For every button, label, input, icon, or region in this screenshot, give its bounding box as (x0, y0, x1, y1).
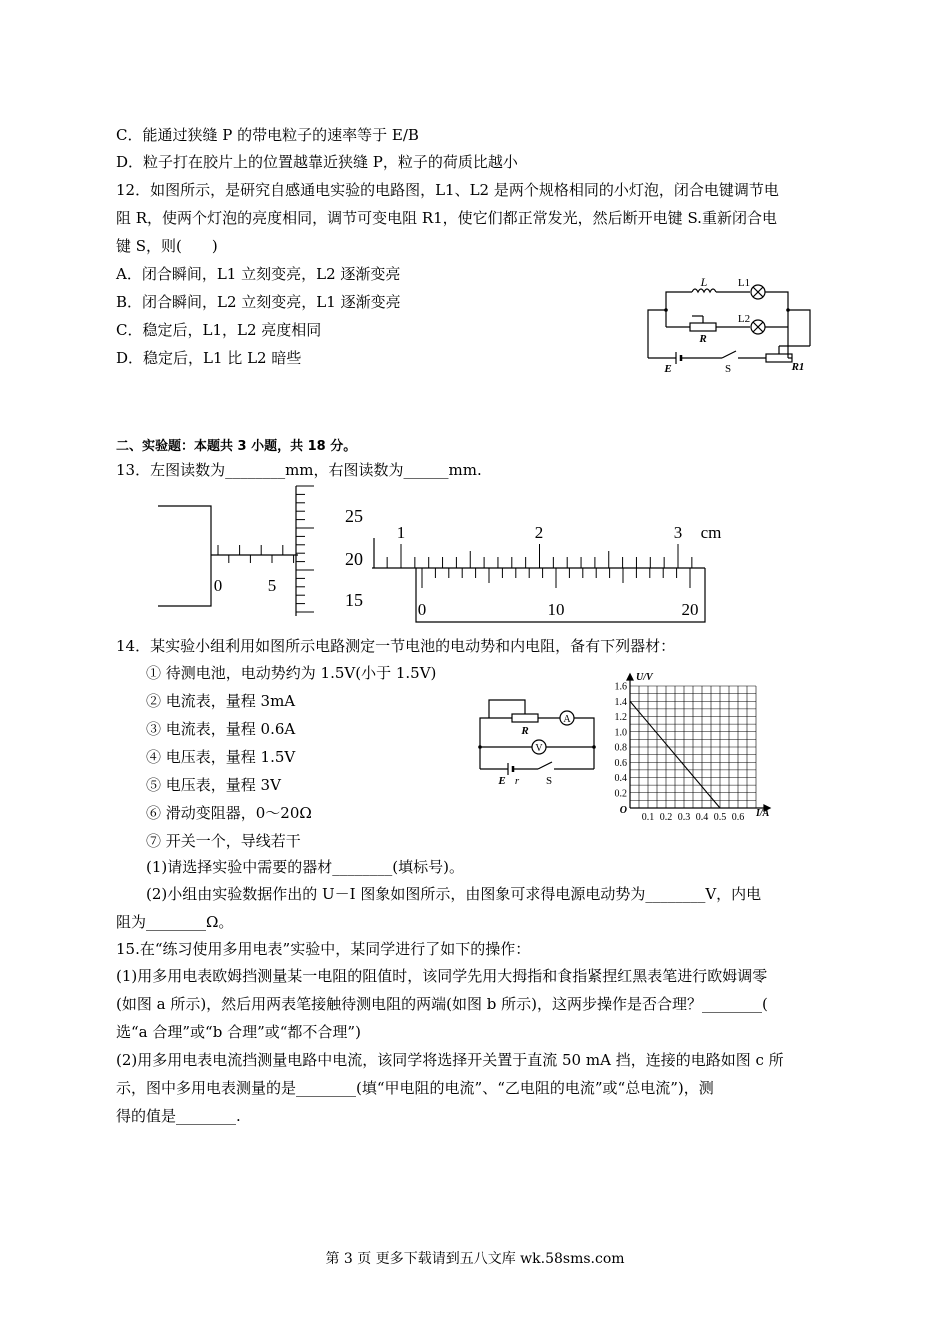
chart-y-tick-label: 1.6 (614, 681, 627, 693)
q14-part-2-line1: (2)小组由实验数据作出的 U－I 图象如图所示，由图象可求得电源电动势为________V，内电 (146, 885, 762, 903)
q12-stem-line3: 键 S，则( ) (116, 237, 218, 255)
vernier-caliper-figure (372, 518, 722, 628)
caliper-vernier-label-20: 20 (681, 600, 699, 619)
caliper-main-label-3: 3 (673, 523, 683, 542)
rheostat-r1-label: R1 (791, 361, 805, 373)
internal-r-label: r (514, 775, 520, 787)
q13-question: 13．左图读数为________mm，右图读数为______mm. (116, 461, 482, 479)
chart-y-tick-label: 0.2 (614, 788, 627, 800)
chart-y-tick-label: 0.4 (614, 773, 627, 784)
q14-item-3: ③ 电流表，量程 0.6A (146, 720, 296, 738)
caliper-main-label-2: 2 (534, 523, 544, 542)
chart-x-axis-label: I/A (756, 808, 770, 819)
chart-x-tick-label: 0.6 (731, 812, 745, 823)
q15-part-2-line1: (2)用多用电表电流挡测量电路中电流，该同学将选择开关置于直流 50 mA 挡，连接的电路如图 c 所 (116, 1051, 784, 1069)
q12-option-b: B．闭合瞬间，L2 立刻变亮，L1 逐渐变亮 (116, 293, 401, 311)
caliper-unit-label: cm (700, 523, 722, 542)
self-induction-circuit-diagram (640, 276, 820, 376)
q11-option-c: C．能通过狭缝 P 的带电粒子的速率等于 E/B (116, 126, 419, 144)
q14-item-2: ② 电流表，量程 3mA (146, 692, 296, 710)
emf-e-label: E (664, 363, 672, 375)
q14-intro: 14．某实验小组利用如图所示电路测定一节电池的电动势和内电阻，备有下列器材： (116, 637, 676, 655)
chart-y-tick-label: 0.8 (614, 742, 627, 754)
q15-part-1-line2: (如图 a 所示)，然后用两表笔接触待测电阻的两端(如图 b 所示)，这两步操作是否合理？________( (116, 995, 768, 1013)
chart-x-tick-label: 0.1 (641, 812, 655, 823)
micrometer-thimble-label-20: 20 (345, 549, 363, 569)
chart-y-tick-label: 0.6 (614, 757, 627, 769)
switch-label: S (545, 775, 553, 787)
micrometer-thimble-label-25: 25 (345, 506, 363, 526)
chart-x-tick-label: 0.5 (713, 812, 727, 823)
q14-item-4: ④ 电压表，量程 1.5V (146, 748, 296, 766)
q14-item-1: ① 待测电池，电动势约为 1.5V(小于 1.5V) (146, 664, 437, 682)
q14-part-2-line2: 阻为________Ω。 (116, 913, 234, 931)
chart-y-axis-label: U/V (636, 672, 653, 683)
q11-option-d: D．粒子打在胶片上的位置越靠近狭缝 P，粒子的荷质比越小 (116, 153, 518, 171)
caliper-main-label-1: 1 (396, 523, 406, 542)
micrometer-sleeve-label-5: 5 (267, 576, 277, 595)
q14-item-5: ⑤ 电压表，量程 3V (146, 776, 281, 794)
caliper-vernier-label-10: 10 (547, 600, 565, 619)
switch-s-label: S (724, 363, 732, 375)
section-experiment-title: 二、实验题：本题共 3 小题，共 18 分。 (116, 439, 357, 454)
rheostat-r-label: R (521, 725, 529, 737)
micrometer-sleeve-label-0: 0 (213, 576, 223, 595)
lamp-l2-label: L2 (737, 313, 751, 325)
voltmeter-label: V (535, 743, 543, 754)
q14-item-6: ⑥ 滑动变阻器，0～20Ω (146, 804, 312, 822)
q14-item-7: ⑦ 开关一个，导线若干 (146, 832, 301, 850)
q12-stem-line2: 阻 R，使两个灯泡的亮度相同，调节可变电阻 R1，使它们都正常发光，然后断开电键 S.重新闭合电 (116, 209, 777, 227)
chart-y-tick-label: 1.0 (614, 727, 627, 739)
inductor-label: L (700, 275, 708, 289)
page-footer: 第 3 页 更多下载请到五八文库 wk.58sms.com (325, 1251, 625, 1267)
resistor-r-label: R (699, 333, 707, 345)
q15-part-1-line1: (1)用多用电表欧姆挡测量某一电阻的阻值时，该同学先用大拇指和食指紧捏红黑表笔进行欧姆调零 (116, 967, 768, 985)
chart-x-tick-label: 0.3 (677, 812, 691, 823)
chart-y-axis-arrow (627, 674, 633, 680)
chart-x-tick-label: 0.4 (695, 812, 709, 823)
micrometer-figure (158, 486, 373, 616)
battery-e-label: E (498, 775, 506, 787)
chart-y-tick-label: 1.2 (614, 712, 627, 723)
q15-intro: 15.在“练习使用多用电表”实验中，某同学进行了如下的操作： (116, 940, 531, 958)
u-i-chart (608, 672, 778, 823)
q14-part-1: (1)请选择实验中需要的器材________(填标号)。 (146, 858, 464, 876)
q15-part-1-line3: 选“a 合理”或“b 合理”或“都不合理”) (116, 1023, 361, 1041)
chart-origin-label: O (619, 805, 627, 816)
q12-option-d: D．稳定后，L1 比 L2 暗些 (116, 349, 302, 367)
chart-y-tick-label: 1.4 (614, 696, 627, 708)
battery-measurement-circuit (472, 690, 602, 790)
caliper-vernier-label-0: 0 (417, 600, 427, 619)
q12-stem-line1: 12．如图所示，是研究自感通电实验的电路图，L1、L2 是两个规格相同的小灯泡，闭合电键调节电 (116, 181, 779, 199)
micrometer-thimble-label-15: 15 (345, 590, 363, 610)
lamp-l1-label: L1 (737, 277, 751, 289)
q15-part-2-line3: 得的值是________. (116, 1107, 241, 1125)
q12-option-a: A．闭合瞬间，L1 立刻变亮，L2 逐渐变亮 (116, 265, 401, 283)
ammeter-label: A (563, 714, 571, 725)
q15-part-2-line2: 示，图中多用电表测量的是________(填“甲电阻的电流”、“乙电阻的电流”或“总电流”)，测 (116, 1079, 714, 1097)
q12-option-c: C．稳定后，L1，L2 亮度相同 (116, 321, 322, 339)
chart-x-tick-label: 0.2 (659, 812, 673, 823)
